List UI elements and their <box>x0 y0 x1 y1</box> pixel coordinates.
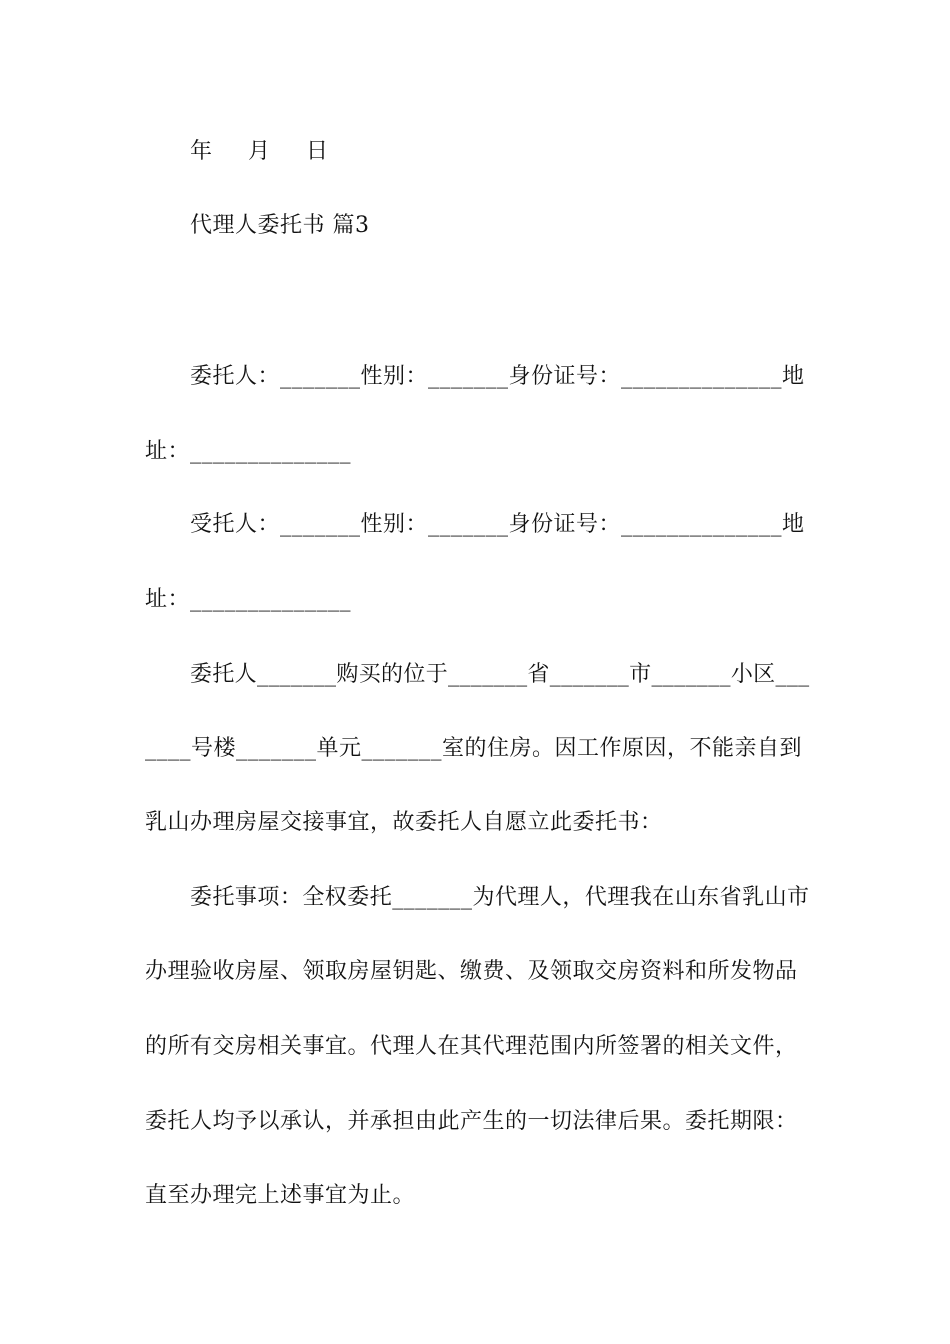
property-paragraph-line-2: ____号楼_______单元_______室的住房。因工作原因，不能亲自到 <box>145 736 803 761</box>
matters-paragraph-line-5: 直至办理完上述事宜为止。 <box>145 1183 416 1208</box>
agent-info-line-1: 受托人：_______性别：_______身份证号：______________地 <box>190 512 805 537</box>
date-line <box>190 137 810 167</box>
agent-info-line-2: 址：______________ <box>145 587 352 612</box>
date-year: 年 <box>190 139 213 164</box>
property-paragraph-line-1: 委托人_______购买的位于_______省_______市_______小区___ <box>190 662 810 687</box>
principal-info-line-1: 委托人：_______性别：_______身份证号：______________地 <box>190 364 805 389</box>
principal-info-line-2: 址：______________ <box>145 439 352 464</box>
matters-paragraph-line-2: 办理验收房屋、领取房屋钥匙、缴费、及领取交房资料和所发物品 <box>145 959 798 984</box>
document-heading: 代理人委托书 篇3 <box>190 213 370 238</box>
property-paragraph-line-3: 乳山办理房屋交接事宜，故委托人自愿立此委托书： <box>145 810 663 835</box>
matters-paragraph-line-3: 的所有交房相关事宜。代理人在其代理范围内所签署的相关文件， <box>145 1034 798 1059</box>
matters-paragraph-line-4: 委托人均予以承认，并承担由此产生的一切法律后果。委托期限： <box>145 1109 798 1134</box>
date-day: 日 <box>306 139 329 164</box>
date-month: 月 <box>248 139 271 164</box>
matters-paragraph-line-1: 委托事项：全权委托_______为代理人，代理我在山东省乳山市 <box>190 885 810 910</box>
